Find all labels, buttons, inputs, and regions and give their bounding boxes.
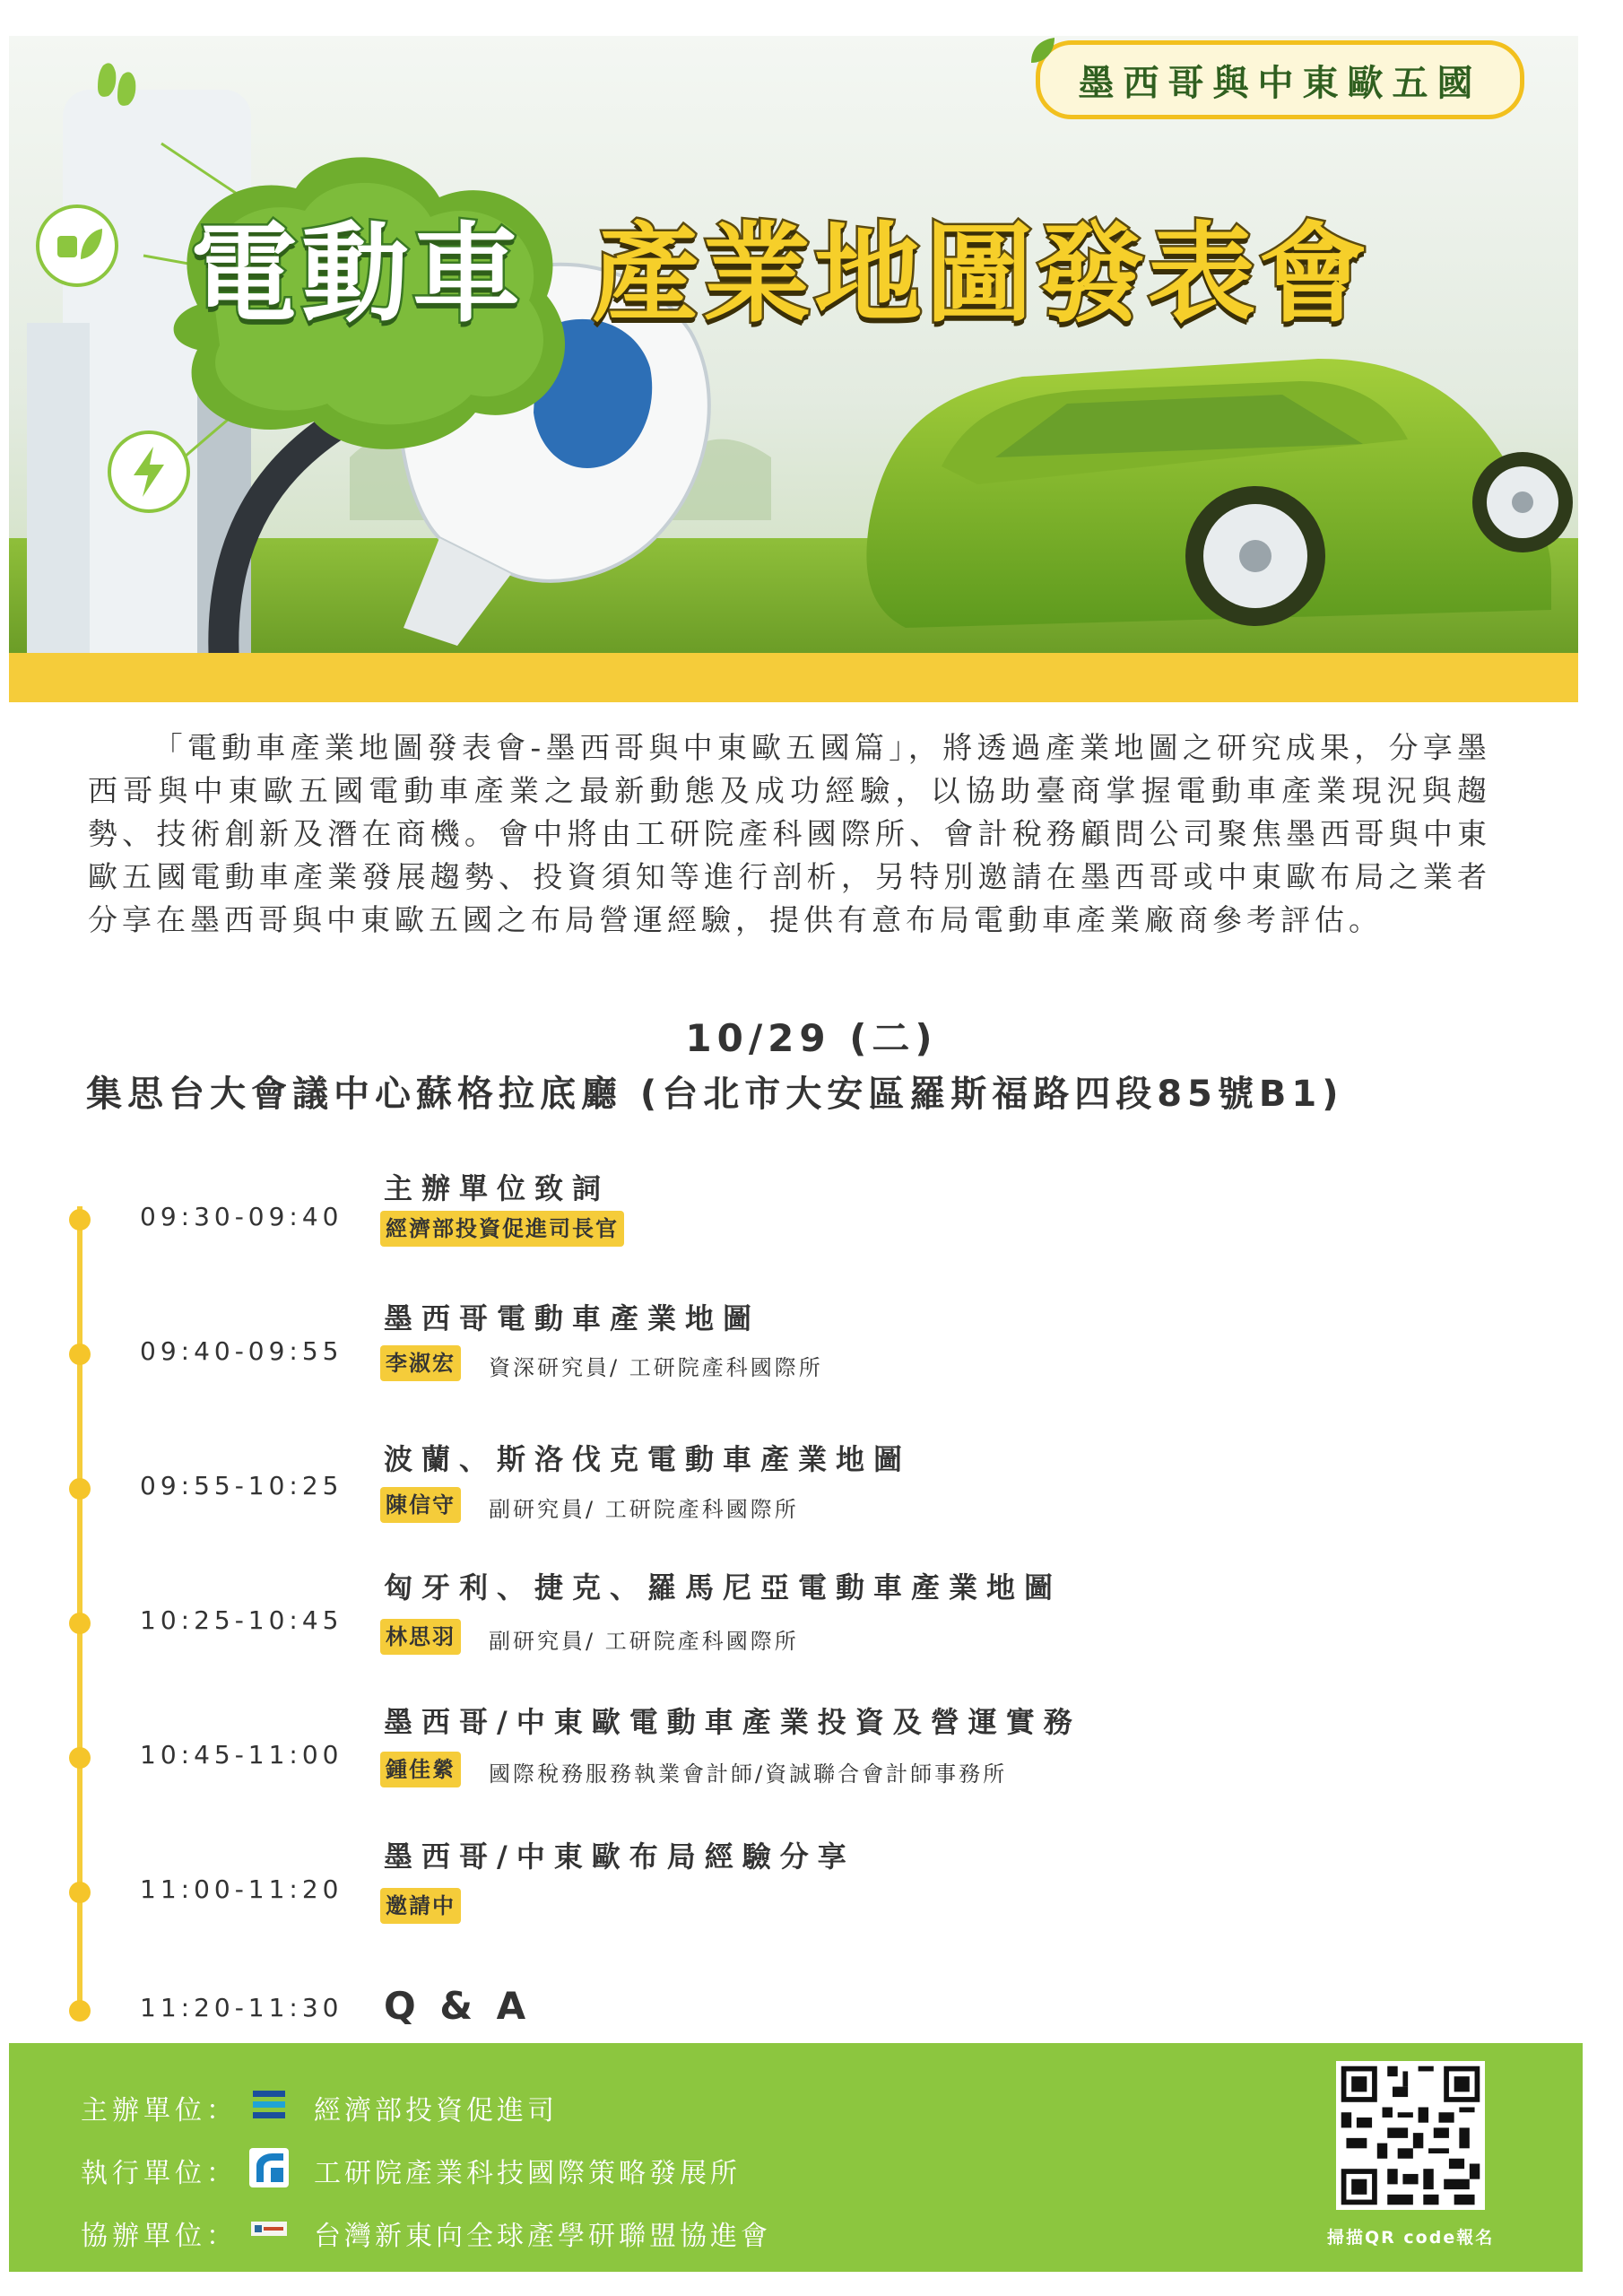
speaker-badge: 陳信守 xyxy=(380,1487,461,1523)
speaker-affiliation: 副研究員/ 工研院產科國際所 xyxy=(489,1497,799,1522)
speaker-affiliation: 資深研究員/ 工研院產科國際所 xyxy=(489,1355,823,1380)
hero-banner xyxy=(9,36,1578,700)
agenda-title: 波蘭、斯洛伐克電動車產業地圖 xyxy=(384,1442,912,1476)
executor-name: 工研院產業科技國際策略發展所 xyxy=(314,2158,741,2189)
lightning-icon xyxy=(108,430,190,513)
agenda-time: 10:25-10:45 xyxy=(140,1605,343,1635)
agenda-title: 墨西哥/中東歐電動車產業投資及營運實務 xyxy=(384,1705,1081,1739)
agenda-time: 10:45-11:00 xyxy=(140,1740,343,1770)
agenda-title: 匈牙利、捷克、羅馬尼亞電動車產業地圖 xyxy=(384,1570,1063,1605)
organizer-label: 主辦單位： xyxy=(81,2095,238,2126)
agenda-time: 09:40-09:55 xyxy=(140,1336,343,1366)
co-organizer-name: 台灣新東向全球產學研聯盟協進會 xyxy=(314,2221,771,2252)
timeline-dot xyxy=(69,1344,91,1365)
event-venue: 集思台大會議中心蘇格拉底廳 (台北市大安區羅斯福路四段85號B1) xyxy=(86,1074,1344,1115)
region-tag xyxy=(1036,40,1524,119)
moea-logo-icon xyxy=(249,2085,289,2125)
speaker-badge: 林思羽 xyxy=(380,1619,461,1655)
speaker-badge: 經濟部投資促進司長官 xyxy=(380,1211,624,1247)
speaker-badge: 邀請中 xyxy=(380,1888,461,1924)
agenda-title: 墨西哥/中東歐布局經驗分享 xyxy=(384,1839,855,1874)
timeline-dot xyxy=(69,1478,91,1500)
speaker-badge: 鍾佳縈 xyxy=(380,1752,461,1787)
agenda-time: 09:30-09:40 xyxy=(140,1202,343,1231)
agenda-time: 11:20-11:30 xyxy=(140,1993,343,2022)
timeline-dot xyxy=(69,1613,91,1634)
event-date: 10/29 (二) xyxy=(685,1016,938,1060)
registration-qr-code[interactable] xyxy=(1336,2061,1485,2210)
hero-bottom-strip xyxy=(9,653,1578,702)
footprint-icon xyxy=(79,41,154,117)
agenda-title-qa: Q & A xyxy=(384,1984,532,2028)
speaker-affiliation: 副研究員/ 工研院產科國際所 xyxy=(489,1629,799,1654)
timeline-dot xyxy=(69,2000,91,2022)
timeline-dot xyxy=(69,1882,91,1903)
executor-label: 執行單位： xyxy=(81,2158,238,2189)
intro-paragraph: 「電動車產業地圖發表會-墨西哥與中東歐五國篇」，將透過產業地圖之研究成果，分享墨西哥與中東歐五國電動車產業之最新動態及成功經驗，以協助臺商掌握電動車產業現況與趨勢、技術創新及潛在商機。會中將由工研院產科國際所、會計稅務顧問公司聚焦墨西哥與中東歐五國電動車產業發展趨勢、投資須知等進行剖析，另特別邀請在墨西哥或中東歐布局之業者分享在墨西哥與中東歐五國之布局營運經驗，提供有意布局電動車產業廠商參考評估。 xyxy=(88,730,1491,937)
organizer-name: 經濟部投資促進司 xyxy=(314,2095,558,2126)
recycle-leaf-icon xyxy=(36,204,118,287)
agenda-time: 11:00-11:20 xyxy=(140,1874,343,1904)
co-organizer-label: 協辦單位： xyxy=(81,2221,238,2252)
qr-caption: 掃描QR code報名 xyxy=(1327,2228,1495,2248)
speaker-badge: 李淑宏 xyxy=(380,1345,461,1381)
itri-logo-icon xyxy=(249,2148,289,2187)
association-logo-icon xyxy=(249,2211,289,2250)
leaf-icon xyxy=(1028,36,1058,66)
region-tag-label: 墨西哥與中東歐五國 xyxy=(1078,62,1482,104)
agenda-time: 09:55-10:25 xyxy=(140,1471,343,1500)
agenda-title: 墨西哥電動車產業地圖 xyxy=(384,1301,761,1335)
speaker-affiliation: 國際稅務服務執業會計師/資誠聯合會計師事務所 xyxy=(489,1761,1008,1787)
timeline-dot xyxy=(69,1747,91,1769)
agenda-title: 主辦單位致詞 xyxy=(384,1171,611,1205)
timeline-dot xyxy=(69,1209,91,1231)
title-industry-map-conference: 產業地圖發表會 xyxy=(592,213,1370,337)
title-ev: 電動車 xyxy=(190,213,524,337)
